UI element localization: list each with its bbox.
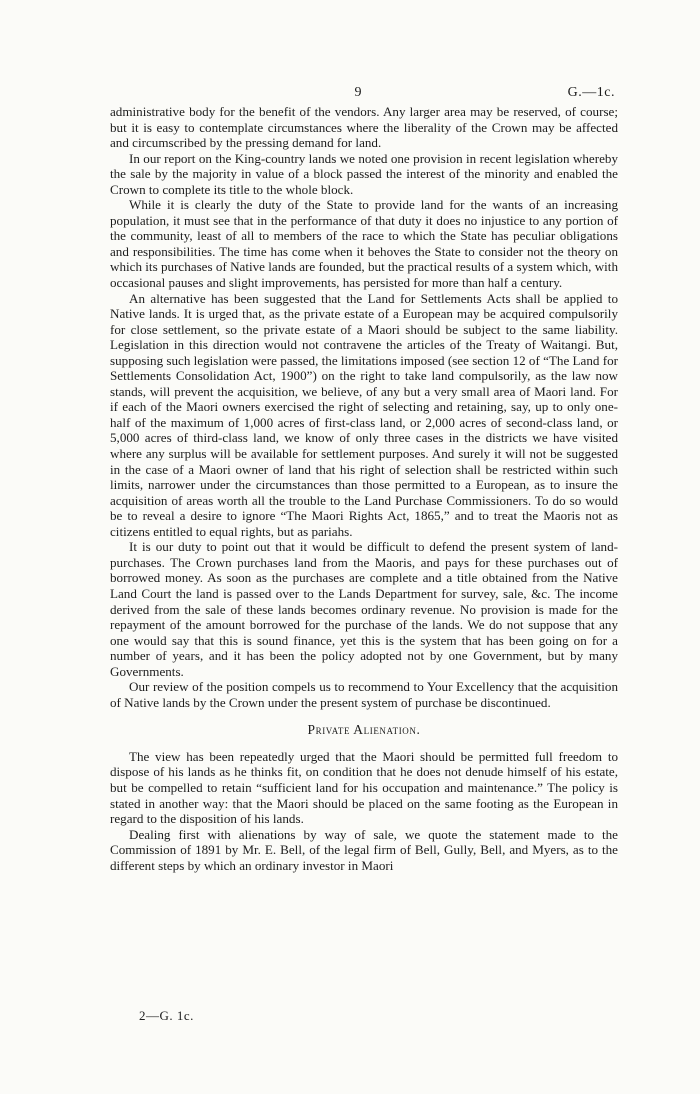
page-number: 9 [354,85,362,100]
paragraph-7: The view has been repeatedly urged that the Maori should be permitted full freedom to dispose of his lands as he thinks fit, on condition that he does not denude himself of his estate, but be compelled to retain “sufficient land for his occupation and maintenance.” The policy is stated in another way: that the Maori should be placed on the same footing as the European in regard to the disposition of his lands. [110,748,618,827]
body-text [110,104,618,873]
paragraph-8: Dealing first with alienations by way of sale, we quote the statement made to the Commission of 1891 by Mr. E. Bell, of the legal firm of Bell, Gully, Bell, and Myers, as to the different steps by which an ordinary investor in Maori [110,826,618,873]
paragraph-2: In our report on the King-country lands we noted one provision in recent legislation whereby the sale by the majority in value of a block passed the interest of the minority and enabled the Crown to complete its title to the whole block. [110,150,618,197]
signature-mark: 2—G. 1c. [139,1008,194,1023]
paragraph-1: administrative body for the benefit of the vendors. Any larger area may be reserved, of course; but it is easy to contemplate circumstances where the liberality of the Crown may be affected and circumscribed by the pressing demand for land. [110,104,618,151]
section-heading-private-alienation: Private Alienation. [307,722,421,738]
paragraph-6: Our review of the position compels us to recommend to Your Excellency that the acquisition of Native lands by the Crown under the present system of purchase be discontinued. [110,679,618,710]
paragraph-3: While it is clearly the duty of the State to provide land for the wants of an increasing population, it must see that in the performance of that duty it does no injustice to any portion of the community, least of all to members of the race to which the State has peculiar obligations and responsibilities. The time has come when it behoves the State to consider not the theory on which its purchases of Native lands are founded, but the practical results of a system which, with occasional pauses and slight improvements, has persisted for more than half a century. [110,197,618,291]
paragraph-5: It is our duty to point out that it would be difficult to defend the present system of land-purchases. The Crown purchases land from the Maoris, and pays for these purchases out of borrowed money. As soon as the purchases are complete and a title obtained from the Native Land Court the land is passed over to the Lands Department for survey, sale, &c. The income derived from the sale of these lands becomes ordinary revenue. No provision is made for the repayment of the amount borrowed for the purchase of the lands. We do not suppose that any one would say that this is sound finance, yet this is the system that has been going on for a number of years, and it has been the policy adopted not by one Government, but by many Governments. [110,539,618,679]
paragraph-4: An alternative has been suggested that the Land for Settlements Acts shall be applied to Native lands. It is urged that, as the private estate of a European may be acquired compulsorily for close settlement, so the private estate of a Maori should be subject to the same liability. Legislation in this direction would not contravene the articles of the Treaty of Waitangi. But, supposing such legislation were passed, the limitations imposed (see section 12 of “The Land for Settlements Consolidation Act, 1900”) on the right to take land compulsorily, as the law now stands, will prevent the acquisition, we believe, of any but a very small area of Maori land. For if each of the Maori owners exercised the right of selecting and retaining, say, up to only one-half of the maximum of 1,000 acres of first-class land, or 2,000 acres of second-class land, or 5,000 acres of third-class land, we know of only three cases in the districts we have visited where any surplus will be available for settlement purposes. And surely it will not be suggested in the case of a Maori owner of land that his right of selection shall be restricted within such limits, narrower under the circumstances than those permitted to a European, as to insure the acquisition of areas worth all the trouble to the Land Purchase Commissioners. To do so would be to reveal a desire to ignore “The Maori Rights Act, 1865,” and to treat the Maoris not as citizens entitled to equal rights, but as pariahs. [110,290,618,539]
document-reference: G.—1c. [567,85,615,100]
